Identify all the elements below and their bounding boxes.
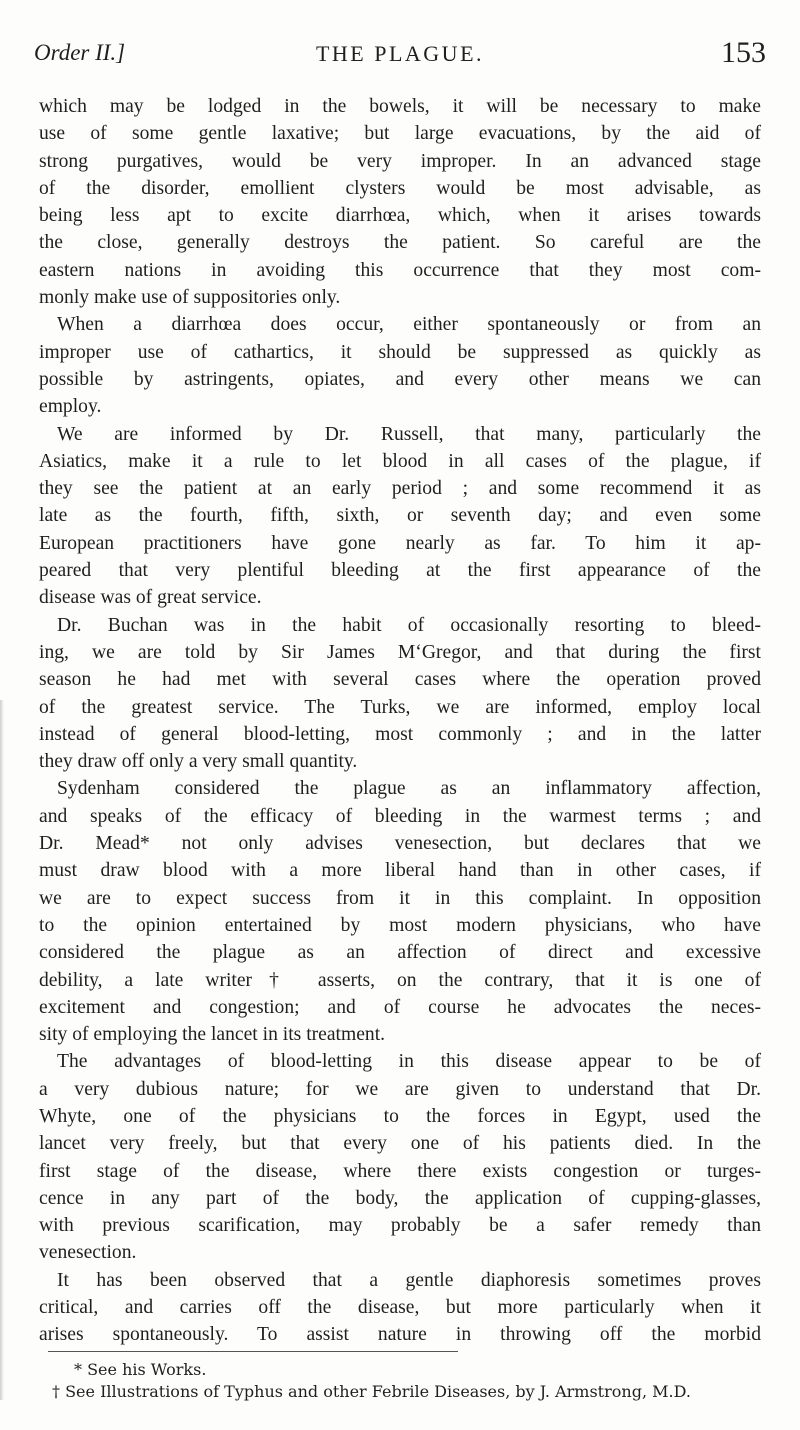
text-line: of the greatest service. The Turks, we are informed, employ local [39, 696, 761, 718]
text-line: must draw blood with a more liberal hand than in other cases, if [39, 860, 761, 882]
text-line: they draw off only a very small quantity. [39, 751, 358, 773]
footnote-2: † See Illustrations of Typhus and other Febrile Diseases, by J. Armstrong, M.D. [52, 1382, 691, 1401]
text-line: peared that very plentiful bleeding at the first appearance of the [39, 560, 761, 582]
text-line: ing, we are told by Sir James M‘Gregor, and that during the first [39, 641, 761, 663]
header-section-label: Order II.] [34, 40, 126, 65]
text-line: Dr. Buchan was in the habit of occasionally resorting to bleed- [57, 614, 761, 636]
text-line: improper use of cathartics, it should be suppressed as quickly as [39, 341, 761, 363]
header-title: THE PLAGUE. [315, 41, 485, 66]
footnotes [52, 1359, 691, 1403]
text-line: Dr. Mead* not only advises venesection, but declares that we [39, 833, 761, 855]
text-line: The advantages of blood-letting in this disease appear to be of [57, 1051, 761, 1073]
text-line: When a diarrhœa does occur, either spontaneously or from an [57, 314, 761, 336]
text-line: a very dubious nature; for we are given to understand that Dr. [39, 1078, 761, 1100]
text-line: Sydenham considered the plague as an inflammatory affection, [57, 778, 761, 800]
text-line: strong purgatives, would be very improper. In an advanced stage [39, 150, 761, 172]
page-edge-shadow [0, 700, 4, 1400]
text-line: possible by astringents, opiates, and every other means we can [39, 368, 761, 390]
text-line: instead of general blood-letting, most commonly ; and in the latter [39, 723, 761, 745]
text-line: eastern nations in avoiding this occurrence that they most com- [39, 259, 761, 281]
footnote-1: * See his Works. [74, 1360, 207, 1379]
text-line: the close, generally destroys the patient. So careful are the [39, 232, 761, 254]
text-line: lancet very freely, but that every one of his patients died. In the [39, 1133, 761, 1155]
text-line: which may be lodged in the bowels, it will be necessary to make [39, 96, 761, 117]
text-line: debility, a late writer† asserts, on the contrary, that it is one of [39, 969, 761, 991]
text-line: we are to expect success from it in this complaint. In opposition [39, 887, 761, 909]
text-line: disease was of great service. [39, 587, 262, 609]
text-line: Asiatics, make it a rule to let blood in all cases of the plague, if [39, 450, 761, 472]
text-line: late as the fourth, fifth, sixth, or seventh day; and even some [39, 505, 761, 527]
text-line: first stage of the disease, where there exists congestion or turges- [39, 1160, 761, 1182]
footnote-rule [48, 1351, 458, 1352]
text-line: monly make use of suppositories only. [39, 287, 341, 309]
text-line: Whyte, one of the physicians to the forces in Egypt, used the [39, 1105, 761, 1127]
text-line: season he had met with several cases where the operation proved [39, 669, 761, 691]
text-line: they see the patient at an early period ; and some recommend it as [39, 478, 761, 500]
text-line: critical, and carries off the disease, but more particularly when it [39, 1297, 761, 1319]
text-line: We are informed by Dr. Russell, that many, particularly the [57, 423, 761, 445]
running-header [34, 36, 766, 72]
text-line: European practitioners have gone nearly as far. To him it ap- [39, 532, 761, 554]
text-line: excitement and congestion; and of course he advocates the neces- [39, 996, 761, 1018]
text-line: sity of employing the lancet in its treatment. [39, 1024, 386, 1046]
text-line: and speaks of the efficacy of bleeding in the warmest terms ; and [39, 805, 761, 827]
text-line: arises spontaneously. To assist nature in throwing off the morbid [39, 1324, 761, 1346]
text-line: considered the plague as an affection of direct and excessive [39, 942, 761, 964]
text-line: with previous scarification, may probably be a safer remedy than [39, 1215, 761, 1237]
body-text [39, 93, 761, 1349]
text-line: being less apt to excite diarrhœa, which, when it arises towards [39, 205, 761, 227]
text-line: employ. [39, 396, 102, 418]
text-line: cence in any part of the body, the application of cupping-glasses, [39, 1187, 761, 1209]
text-line: of the disorder, emollient clysters would be most advisable, as [39, 177, 761, 199]
text-line: venesection. [39, 1242, 137, 1264]
page-number: 153 [721, 36, 766, 69]
text-line: to the opinion entertained by most modern physicians, who have [39, 914, 761, 936]
text-line: use of some gentle laxative; but large evacuations, by the aid of [39, 123, 761, 145]
text-line: It has been observed that a gentle diaphoresis sometimes proves [57, 1269, 761, 1291]
